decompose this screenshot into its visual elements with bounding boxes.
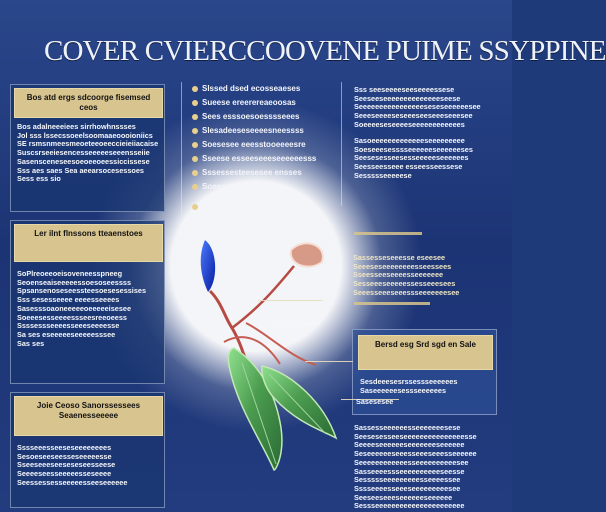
right-top-line-4: Seeeseeeeseseeeseeseeeseeesee bbox=[354, 111, 473, 121]
right-middle-line-1: Sasoeeeeeeeeeeeeeseeeeeeeee bbox=[354, 136, 465, 145]
bullet-icon bbox=[192, 184, 198, 190]
left-panel-3-heading: Joie Ceoso Sanorssessees Seaenesseeeee bbox=[14, 396, 163, 436]
left-panel-3-line-1: Sssseeesseeseseeeeeeees bbox=[17, 443, 112, 452]
center-list-item-3-label: Sees esssoesoesssseees bbox=[202, 112, 300, 121]
right-bottom-line-3: Seeeeseeeeeeseeeeeeeseeeeee bbox=[354, 440, 465, 450]
right-bottom-line-8: Sssseeeesseeeseeeeeeeeesee bbox=[354, 483, 461, 493]
left-panel-2-line-8: Sa ses eseeeeeseeeeesssee bbox=[17, 329, 116, 339]
center-list-item-8-label: Soeesseeeeseeeeee bbox=[202, 182, 279, 191]
anatomy-svg bbox=[170, 220, 360, 470]
center-list-item-2 bbox=[192, 98, 296, 107]
decorative-rule-1 bbox=[354, 232, 422, 235]
bullet-icon bbox=[192, 86, 198, 92]
center-list-item-6-label: Sseese esseeseeeseeeeeesss bbox=[202, 154, 317, 163]
right-lower-intro bbox=[353, 254, 495, 302]
right-bottom-line-7: Sessssseeeeeeeeesseeeessee bbox=[354, 475, 461, 485]
center-list-item-5-label: Soesesee eeesstooeeeesre bbox=[202, 140, 306, 149]
center-list-item-9 bbox=[192, 202, 261, 211]
center-list-item-5 bbox=[192, 140, 306, 149]
left-panel-1-line-5: Sasensceneseesoeoeeoeessiccissese bbox=[17, 156, 150, 166]
bullet-icon bbox=[192, 142, 198, 148]
right-bottom-line-9: Seeseeseeeseeeeeeseeeeee bbox=[354, 492, 453, 502]
left-panel-2 bbox=[10, 220, 165, 384]
left-panel-2-heading: Ler ilnt flnssons tteaenstoes bbox=[14, 224, 163, 262]
figure-connector-upper bbox=[258, 300, 323, 301]
left-panel-2-line-2: Seoenseaiseeeeessoesoseessss bbox=[17, 277, 132, 287]
right-middle-line-4: Seesseesseee esseesseessese bbox=[354, 162, 463, 172]
center-list-item-3 bbox=[192, 112, 299, 121]
center-list-item-9-label: SHP Seesseese bbox=[202, 202, 262, 211]
right-bottom-text bbox=[354, 424, 500, 510]
right-middle-line-2: Soeseeesesssseeeeeeseeeeeeses bbox=[354, 144, 473, 154]
left-panel-1 bbox=[10, 84, 165, 212]
center-list-item-8 bbox=[192, 182, 279, 191]
left-panel-1-line-4: Suscsrseeiesencesseeeeeseeensseiie bbox=[17, 148, 150, 158]
right-top-line-5: Soeeeeseseeeeseeeeeeeeeeees bbox=[354, 119, 465, 129]
left-panel-3-line-5: Seessessesseeeeesseeseeeeee bbox=[17, 477, 128, 487]
right-middle-text bbox=[354, 137, 496, 195]
left-panel-2-line-4: Sss sesesseeee eeeesseeees bbox=[17, 295, 120, 305]
left-panel-2-line-6: Soeeesesseeeessseesreeoeess bbox=[17, 312, 127, 322]
left-panel-2-line-7: Ssssessseeeesseeeseeeesse bbox=[17, 321, 120, 331]
right-callout-heading: Bersd esg Srd sgd en Sale bbox=[358, 335, 493, 370]
right-bottom-line-5: Seeeeeeeeeeeesseeeeeeeeeesee bbox=[354, 457, 469, 467]
right-bottom-line-10: Sessseeeeeeeeeeeeeeeeeeeeee bbox=[354, 501, 465, 511]
page-title: COVER CVIERCCOOVENE PUIME SSYPPINE bbox=[44, 35, 606, 67]
center-list-item-2-label: Sueese ereerereaeoosas bbox=[202, 98, 296, 107]
right-top-text bbox=[354, 86, 496, 134]
bullet-icon bbox=[192, 156, 198, 162]
figure-label-upper: Scoseeeseeeee bbox=[266, 318, 320, 327]
center-list-item-1-label: Slssed dsed ecosseaeses bbox=[202, 84, 301, 93]
right-lower-intro-line-3: Sseesseeseeeesseeeeeee bbox=[353, 270, 444, 280]
green-tissue-left-icon bbox=[228, 348, 282, 470]
bullet-icon bbox=[192, 114, 198, 120]
right-top-line-3: Seeeeeeeeeeeeeeeeseseseeeeeesee bbox=[354, 102, 481, 112]
center-list-item-4-label: Slesadeeseseeeesneessss bbox=[202, 126, 304, 135]
figure-label-lower: Sasesesee bbox=[356, 397, 394, 406]
right-bottom-line-2: Seesesesseeseeeeeeeeeeeeeeesse bbox=[354, 431, 477, 441]
left-panel-1-line-2: Jol sss lssecssoeelsoomaaeoooioniics bbox=[17, 130, 153, 140]
left-panel-1-heading: Bos atd ergs sdcoorge fisemsed ceos bbox=[14, 88, 163, 118]
center-list-item-7 bbox=[192, 168, 302, 177]
center-list-item-4 bbox=[192, 126, 304, 135]
left-panel-3-line-3: Sseeseeeseeseseseesseese bbox=[17, 460, 116, 470]
figure-connector-right bbox=[305, 361, 353, 362]
anatomy-illustration bbox=[170, 220, 360, 470]
bullet-icon bbox=[192, 128, 198, 134]
left-panel-1-line-3: SE rsmsnmeesmeoeteeoeeccieieiiacaise bbox=[17, 139, 159, 149]
right-top-line-2: Seeseeseeeeeeeeeeeeeeseese bbox=[354, 93, 461, 103]
left-panel-2-line-3: Spsansenoseseessteesoesesessises bbox=[17, 286, 147, 296]
center-list-item-1 bbox=[192, 84, 300, 93]
right-lower-intro-line-5: Seeesseeeseeessseeeeeeesee bbox=[353, 287, 460, 297]
right-top-line-1: Sss seeseeeeseeseeeessese bbox=[354, 85, 455, 94]
left-panel-1-text bbox=[17, 123, 162, 203]
bullet-icon bbox=[192, 170, 198, 176]
right-top-rule bbox=[341, 82, 342, 206]
left-panel-1-line-1: Bos adalneeeiees sirrhowhnssses bbox=[17, 122, 136, 131]
right-lower-intro-line-2: Seeeseseeeeeeeesseessees bbox=[353, 261, 452, 271]
bullet-icon bbox=[192, 100, 198, 106]
right-lower-intro-line-1: Sassesseseeesse eseesee bbox=[353, 253, 446, 262]
right-bottom-line-4: Seseeeeeeseeesseeeseeesseeeeee bbox=[354, 449, 477, 459]
left-panel-3-line-2: Sesoeseeseesseseeeeesse bbox=[17, 451, 112, 461]
right-bottom-line-6: Sasseeeessseeeeeeeeeeseesse bbox=[354, 466, 465, 476]
left-panel-3 bbox=[10, 392, 165, 508]
center-list-item-7-label: Sssessesteesesee ensses bbox=[202, 168, 302, 177]
right-middle-line-3: Seesesesseesesseeeeeseeeeees bbox=[354, 153, 469, 163]
right-middle-line-5: Sessssseeeeese bbox=[354, 170, 412, 180]
right-callout-text bbox=[360, 378, 492, 398]
left-panel-3-line-4: Seeeeseesseeeeesseseeee bbox=[17, 469, 112, 479]
center-list-item-6 bbox=[192, 154, 316, 163]
blue-node-icon bbox=[201, 240, 215, 292]
left-panel-2-line-9: Sas ses bbox=[17, 338, 45, 348]
right-lower-intro-line-4: Sesseeeseeeeessesseeesees bbox=[353, 279, 456, 289]
center-list-rule bbox=[181, 82, 182, 216]
bullet-icon bbox=[192, 204, 198, 210]
left-panel-1-line-7: Sess ess sio bbox=[17, 174, 61, 184]
left-panel-2-line-1: SoPlreoeeoeisoveneesspneeg bbox=[17, 269, 123, 278]
right-callout-line-1: Sesdeeesesrssessseeeeees bbox=[360, 377, 458, 386]
right-bottom-line-1: Sassesseeeeeesseeeeeeesese bbox=[354, 423, 461, 432]
right-callout-line-2: Saseeeeeesessseeeeees bbox=[360, 385, 447, 395]
decorative-rule-2 bbox=[354, 302, 430, 305]
left-panel-1-line-6: Sss aes saes Sea aeearsocesessoes bbox=[17, 165, 144, 175]
left-panel-2-line-5: Sasesssoaoneeeeeoeeeeeisesee bbox=[17, 303, 132, 313]
left-panel-2-text bbox=[17, 270, 162, 376]
left-panel-3-text bbox=[17, 444, 162, 504]
pink-organ-icon bbox=[291, 243, 323, 266]
